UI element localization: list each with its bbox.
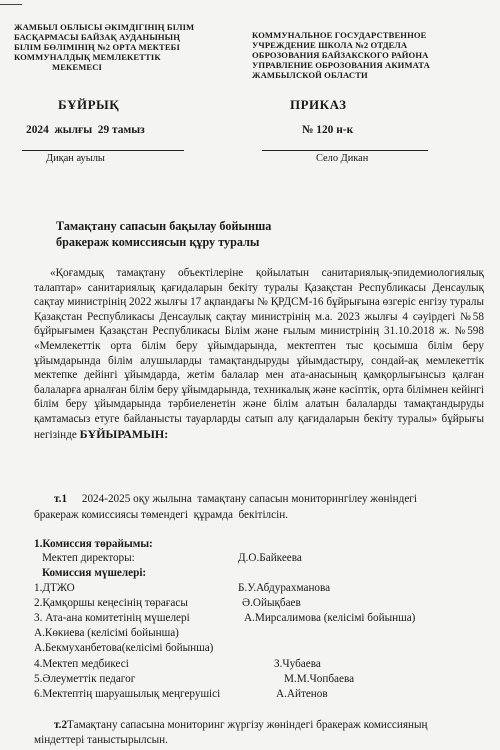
header-left-line: БІЛІМ БӨЛІМІНІҢ №2 ОРТА МЕКТЕБІ — [14, 42, 180, 52]
members-heading: Комиссия мүшелері: — [42, 567, 147, 579]
subject-line: Тамақтану сапасын бақылау бойынша — [56, 219, 272, 233]
order-title-kazakh: БҰЙРЫҚ — [58, 97, 120, 112]
subject-line: бракераж комиссиясын құру туралы — [56, 235, 260, 249]
preamble-paragraph — [34, 266, 484, 442]
order-date: 2024 жылғы 29 тамыз — [26, 124, 145, 136]
director-name: Д.О.Байкеева — [238, 552, 302, 564]
header-kazakh — [14, 22, 246, 72]
member-3-role: 3. Ата-ана комитетінің мүшелері — [34, 612, 190, 624]
header-russian — [252, 30, 492, 80]
header-left-line: МЕКЕМЕСІ — [52, 62, 102, 72]
corner-mark — [0, 4, 22, 5]
place-russian: Село Дикан — [316, 153, 369, 164]
item-1-label: т.1 — [54, 493, 68, 505]
item-1 — [54, 492, 417, 506]
header-left-line: КОММУНАЛДЫҚ МЕМЛЕКЕТТІК — [14, 52, 161, 62]
item-2-continuation: міндеттері таныстырылсын. — [34, 734, 168, 746]
order-word: БҰЙЫРАМЫН: — [79, 426, 169, 441]
member-2-name: Ә.Ойықбаев — [242, 597, 301, 609]
member-2-role: 2.Қамқоршы кеңесінің төрағасы — [34, 597, 188, 609]
order-title-russian: ПРИКАЗ — [290, 97, 347, 112]
member-1-role: 1.ДТЖО — [34, 582, 75, 594]
member-1-name: Б.У.Абдурахманова — [238, 582, 331, 594]
member-5-name: М.М.Чопбаева — [284, 673, 355, 685]
preamble-text: «Қоғамдық тамақтану объектілеріне қойылатын санитариялық-эпидемиологиялық талаптар» санитариялық қағидаларын бекіту туралы Қазақстан Республикасы Денсаулық сақтау министрінің 2022 жылғы 17 ақпандағы № ҚРДСМ-16 бұйрығына өзгеріс енгізу туралы Қазақстан Республикасы Денсаулық сақтау министрінің м.а. 2023 жылғы 4 сәуірдегі №58 бұйрығымен Қазақстан Республикасы Білім және ғылым министрінің 31.10.2018 ж. №598 «Мемлекеттік орта білім беру ұйымдарында, мектептен тыс қосымша білім беру ұйымдарында білім алушыларды тамақтандыруды ұйымдастыру, сондай-ақ мемлекеттік мектепке дейінгі ұйымдарда, жетім балалар мен ата-анасының қамқорлығынсыз қалған балаларға арналған білім беру ұйымдарында, техникалық және кәсіптік, орта білімнен кейінгі білім беру ұйымдарында тәрбиеленетін және білім алатын балаларды тамақтандыруды қамтамасыз етуге байланысты тауарларды сатып алу қағидаларын бекіту туралы» бұйрығы негізінде — [34, 267, 484, 441]
header-right-line: УПРАВЛЕНИЕ ОБРОЗОВАНИЯ АКИМАТА — [252, 60, 430, 70]
item-2-label: т.2 — [54, 719, 68, 731]
member-3-extra: А.Бекмуханбетова(келісімі бойынша) — [34, 642, 214, 654]
chair-heading: 1.Комиссия төрайымы: — [34, 538, 153, 550]
item-1-text: 2024-2025 оқу жылына тамақтану сапасын мониторингілеу жөніндегі — [81, 493, 417, 505]
number-underline — [262, 150, 428, 151]
member-3-extra: А.Көкиева (келісімі бойынша) — [34, 627, 179, 639]
member-4-role: 4.Мектеп медбикесі — [34, 658, 129, 670]
member-4-name: З.Чубаева — [274, 658, 321, 670]
member-5-role: 5.Әлеуметтік педагог — [34, 673, 136, 685]
item-1-continuation: бракераж комиссиясы төмендегі құрамда бекітілсін. — [34, 509, 288, 521]
header-right-line: ОБРОЗОВАНИЯ БАЙЗАКСКОГО РАЙОНА — [252, 50, 429, 60]
header-right-line: КОММУНАЛЬНОЕ ГОСУДАРСТВЕННОЕ — [252, 30, 427, 40]
place-kazakh: Диқан ауылы — [46, 153, 105, 164]
subject-title — [56, 218, 271, 250]
member-3-name: А.Мирсалимова (келісімі бойынша) — [244, 612, 416, 624]
director-role: Мектеп директоры: — [42, 552, 135, 564]
member-6-role: 6.Мектептің шаруашылық меңгерушісі — [34, 688, 221, 700]
order-number: № 120 н-к — [302, 124, 354, 136]
item-2-text: Тамақтану сапасына мониторинг жүргізу жөніндегі бракераж комиссияның — [67, 719, 428, 731]
item-2 — [54, 718, 427, 732]
member-6-name: А.Айтенов — [276, 688, 328, 700]
header-right-line: УЧРЕЖДЕНИЕ ШКОЛА №2 ОТДЕЛА — [252, 40, 408, 50]
header-left-line: ЖАМБЫЛ ОБЛЫСЫ ӘКІМДІГІНІҢ БІЛІМ — [14, 22, 195, 32]
header-right-line: ЖАМБЫЛСКОЙ ОБЛАСТИ — [252, 70, 368, 80]
header-left-line: БАСҚАРМАСЫ БАЙЗАҚ АУДАНЫНЫҢ — [14, 32, 180, 42]
date-underline — [22, 150, 184, 151]
